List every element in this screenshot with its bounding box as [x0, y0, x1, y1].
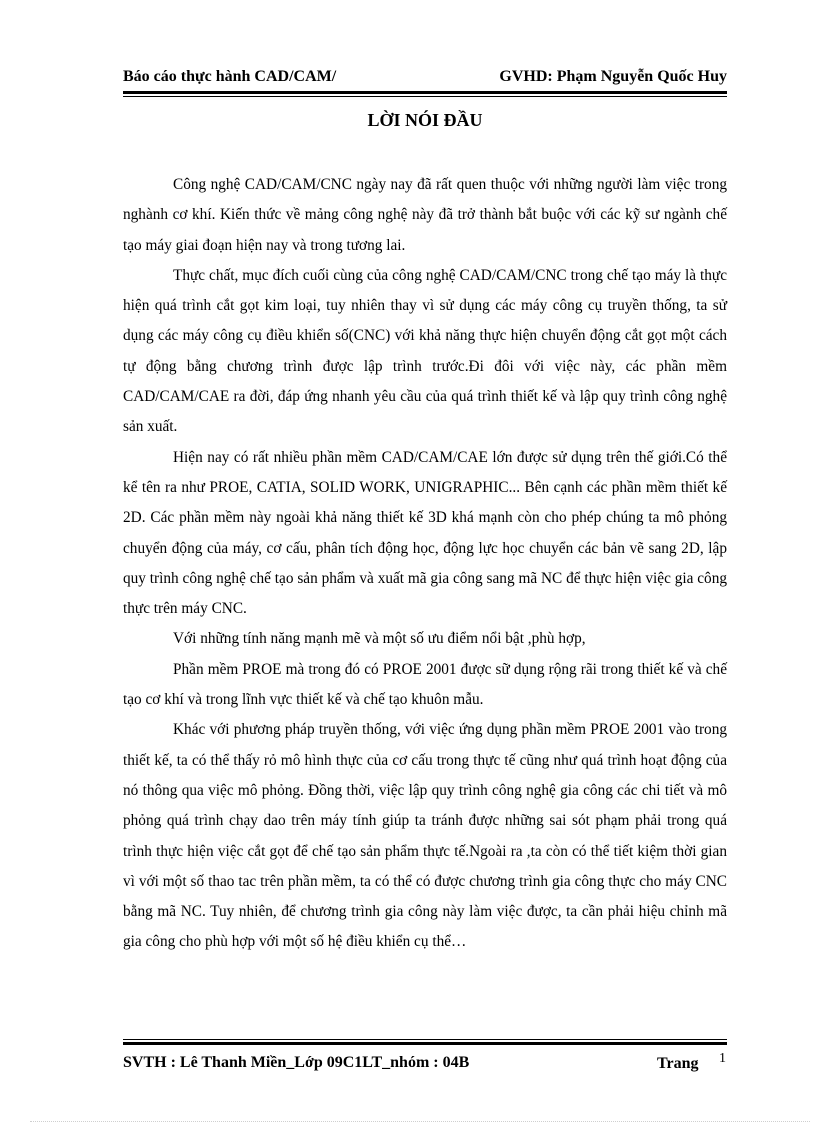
paragraph-3: Hiện nay có rất nhiều phần mềm CAD/CAM/CAE lớn được sử dụng trên thế giới.Có thể kể tên ra như PROE, CATIA, SOLID WORK, UNIGRAPHIC... Bên cạnh các phần mềm thiết kế 2D. Các phần mềm này ngoài khả năng thiết kế 3D khá mạnh còn cho phép chúng ta mô phỏng chuyển động của máy, cơ cấu, phân tích động học, động lực học chuyển các bản vẽ sang 2D, lập quy trình công nghệ chế tạo sản phẩm và xuất mã gia công sang mã NC để thực hiện việc gia công thực trên máy CNC.: [123, 448, 727, 618]
paragraph-1: Công nghệ CAD/CAM/CNC ngày nay đã rất quen thuộc với những người làm việc trong nghành cơ khí. Kiến thức về mảng công nghệ này đã trở thành bắt buộc với các kỹ sư ngành chế tạo máy giai đoạn hiện nay và trong tương lai.: [123, 176, 727, 254]
header-rule-thick: [123, 91, 727, 94]
paragraph-5: Phần mềm PROE mà trong đó có PROE 2001 được sữ dụng rộng rãi trong thiết kế và chế tạo cơ khí và trong lĩnh vực thiết kế và chế tạo khuôn mẫu.: [123, 660, 727, 709]
footer-student-info: SVTH : Lê Thanh Miền_Lớp 09C1LT_nhóm : 04B: [123, 1054, 470, 1071]
footer-page-label: Trang: [657, 1055, 699, 1072]
header-report-title: Báo cáo thực hành CAD/CAM/: [123, 68, 337, 85]
footer-page-number: 1: [719, 1051, 726, 1066]
paragraph-6: Khác với phương pháp truyền thống, với việc ứng dụng phần mềm PROE 2001 vào trong thiết kế, ta có thể thấy rỏ mô hình thực của cơ cấu trong thực tế cũng như quá trình hoạt động của nó thông qua việc mô phỏng. Đồng thời, việc lập quy trình công nghệ gia công các chi tiết và mô phỏng quá trình chạy dao trên máy tính giúp ta tránh được những sai sót phạm phải trong quá trình thực hiện việc cắt gọt để chế tạo sản phẩm thực tế.Ngoài ra ,ta còn có thể tiết kiệm thời gian vì với một số thao tac trên phần mềm, ta có thể có được chương trình gia công thực cho máy CNC bằng mã NC. Tuy nhiên, để chương trình gia công này làm việc được, ta cần phải hiệu chỉnh mã gia công cho phù hợp với một số hệ điều khiển cụ thể…: [123, 721, 727, 951]
footer-rule-thick: [123, 1042, 727, 1045]
body-text: [123, 170, 727, 958]
footer-rule-thin: [123, 1039, 727, 1040]
page-edge-dotted-line: [30, 1121, 810, 1122]
paragraph-2: Thực chất, mục đích cuối cùng của công nghệ CAD/CAM/CNC trong chế tạo máy là thực hiện quá trình cắt gọt kim loại, tuy nhiên thay vì sử dụng các máy công cụ truyền thống, ta sử dụng các máy công cụ điều khiển số(CNC) với khả năng thực hiện chuyển động cắt gọt một cách tự động bằng chương trình được lập trình trước.Đi đôi với việc này, các phần mềm CAD/CAM/CAE ra đời, đáp ứng nhanh yêu cầu của quá trình thiết kế và lập quy trình công nghệ sản xuất.: [123, 266, 727, 436]
header-instructor: GVHD: Phạm Nguyễn Quốc Huy: [499, 68, 727, 85]
page-footer: [123, 1051, 727, 1078]
page-title: LỜI NÓI ĐẦU: [367, 110, 483, 130]
page-header: [123, 66, 727, 88]
header-rule-thin: [123, 96, 727, 97]
paragraph-4: Với những tính năng mạnh mẽ và một số ưu điểm nổi bật ,phù hợp,: [173, 630, 586, 648]
